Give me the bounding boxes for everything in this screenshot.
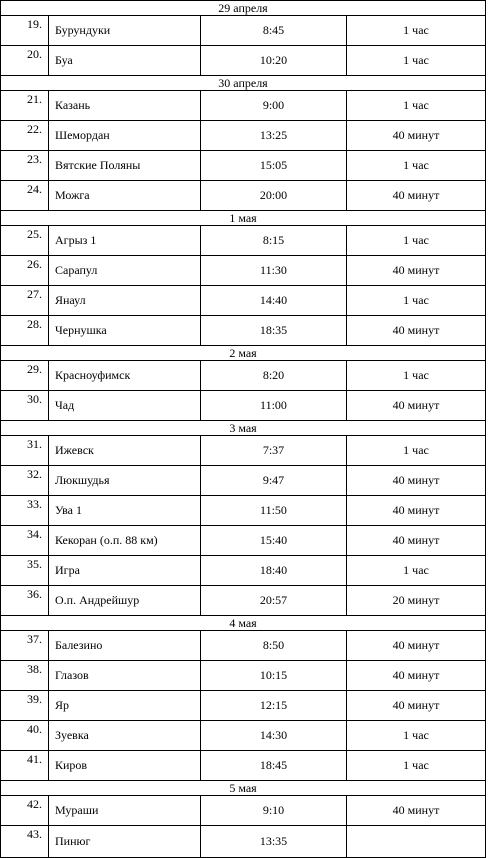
- station-name: Янаул: [49, 286, 201, 316]
- arrival-time: 9:10: [201, 796, 347, 826]
- date-label: 1 мая: [1, 211, 486, 226]
- station-name: Шемордан: [49, 121, 201, 151]
- stop-duration: 1 час: [347, 151, 486, 181]
- table-row: [1, 631, 486, 661]
- date-row: [1, 616, 486, 631]
- arrival-time: 14:30: [201, 721, 347, 751]
- arrival-time: 10:15: [201, 661, 347, 691]
- table-row: [1, 121, 486, 151]
- row-number: 30.: [1, 391, 49, 421]
- table-row: [1, 226, 486, 256]
- station-name: Чернушка: [49, 316, 201, 346]
- arrival-time: 15:40: [201, 526, 347, 556]
- stop-duration: 40 минут: [347, 181, 486, 211]
- table-row: [1, 556, 486, 586]
- stop-duration: 40 минут: [347, 526, 486, 556]
- row-number: 26.: [1, 256, 49, 286]
- arrival-time: 20:57: [201, 586, 347, 616]
- stop-duration: 40 минут: [347, 796, 486, 826]
- stop-duration: 40 минут: [347, 121, 486, 151]
- table-row: [1, 661, 486, 691]
- stop-duration: 40 минут: [347, 661, 486, 691]
- row-number: 21.: [1, 91, 49, 121]
- station-name: Казань: [49, 91, 201, 121]
- station-name: Пинюг: [49, 826, 201, 858]
- stop-duration: 1 час: [347, 16, 486, 46]
- station-name: Сарапул: [49, 256, 201, 286]
- table-row: [1, 796, 486, 826]
- stop-duration: 1 час: [347, 226, 486, 256]
- stop-duration: 1 час: [347, 361, 486, 391]
- arrival-time: 8:50: [201, 631, 347, 661]
- date-label: 3 мая: [1, 421, 486, 436]
- row-number: 42.: [1, 796, 49, 826]
- date-label: 5 мая: [1, 781, 486, 796]
- table-row: [1, 691, 486, 721]
- arrival-time: 13:25: [201, 121, 347, 151]
- station-name: Кекоран (о.п. 88 км): [49, 526, 201, 556]
- table-row: [1, 16, 486, 46]
- station-name: Игра: [49, 556, 201, 586]
- date-row: [1, 781, 486, 796]
- date-row: [1, 346, 486, 361]
- row-number: 33.: [1, 496, 49, 526]
- table-row: [1, 496, 486, 526]
- stop-duration: 1 час: [347, 721, 486, 751]
- arrival-time: 18:45: [201, 751, 347, 781]
- date-label: 29 апреля: [1, 1, 486, 16]
- row-number: 24.: [1, 181, 49, 211]
- table-row: [1, 91, 486, 121]
- stop-duration: 40 минут: [347, 316, 486, 346]
- stop-duration: 40 минут: [347, 391, 486, 421]
- arrival-time: 13:35: [201, 826, 347, 858]
- date-label: 2 мая: [1, 346, 486, 361]
- station-name: Можга: [49, 181, 201, 211]
- station-name: Мураши: [49, 796, 201, 826]
- arrival-time: 8:45: [201, 16, 347, 46]
- station-name: Бурундуки: [49, 16, 201, 46]
- row-number: 38.: [1, 661, 49, 691]
- arrival-time: 10:20: [201, 46, 347, 76]
- stop-duration: 20 минут: [347, 586, 486, 616]
- arrival-time: 15:05: [201, 151, 347, 181]
- station-name: Агрыз 1: [49, 226, 201, 256]
- date-row: [1, 211, 486, 226]
- row-number: 41.: [1, 751, 49, 781]
- station-name: Буа: [49, 46, 201, 76]
- table-row: [1, 826, 486, 858]
- date-row: [1, 1, 486, 16]
- stop-duration: 40 минут: [347, 631, 486, 661]
- row-number: 40.: [1, 721, 49, 751]
- arrival-time: 14:40: [201, 286, 347, 316]
- station-name: Ува 1: [49, 496, 201, 526]
- arrival-time: 9:47: [201, 466, 347, 496]
- table-row: [1, 436, 486, 466]
- table-row: [1, 151, 486, 181]
- arrival-time: 8:15: [201, 226, 347, 256]
- schedule-body: [1, 1, 486, 858]
- station-name: Зуевка: [49, 721, 201, 751]
- row-number: 35.: [1, 556, 49, 586]
- stop-duration: 40 минут: [347, 496, 486, 526]
- station-name: Чад: [49, 391, 201, 421]
- stop-duration: 1 час: [347, 286, 486, 316]
- row-number: 25.: [1, 226, 49, 256]
- station-name: Ижевск: [49, 436, 201, 466]
- table-row: [1, 526, 486, 556]
- station-name: Балезино: [49, 631, 201, 661]
- station-name: Красноуфимск: [49, 361, 201, 391]
- row-number: 23.: [1, 151, 49, 181]
- arrival-time: 11:30: [201, 256, 347, 286]
- station-name: Люкшудья: [49, 466, 201, 496]
- date-row: [1, 421, 486, 436]
- station-name: О.п. Андрейшур: [49, 586, 201, 616]
- table-row: [1, 181, 486, 211]
- row-number: 28.: [1, 316, 49, 346]
- station-name: Вятские Поляны: [49, 151, 201, 181]
- stop-duration: 1 час: [347, 556, 486, 586]
- row-number: 37.: [1, 631, 49, 661]
- row-number: 19.: [1, 16, 49, 46]
- stop-duration: 1 час: [347, 751, 486, 781]
- row-number: 43.: [1, 826, 49, 858]
- row-number: 20.: [1, 46, 49, 76]
- table-row: [1, 721, 486, 751]
- arrival-time: 7:37: [201, 436, 347, 466]
- station-name: Яр: [49, 691, 201, 721]
- date-row: [1, 76, 486, 91]
- arrival-time: 11:00: [201, 391, 347, 421]
- stop-duration: 40 минут: [347, 256, 486, 286]
- date-label: 30 апреля: [1, 76, 486, 91]
- arrival-time: 12:15: [201, 691, 347, 721]
- table-row: [1, 466, 486, 496]
- stop-duration: [347, 826, 486, 858]
- station-name: Киров: [49, 751, 201, 781]
- row-number: 22.: [1, 121, 49, 151]
- table-row: [1, 46, 486, 76]
- row-number: 31.: [1, 436, 49, 466]
- stop-duration: 1 час: [347, 91, 486, 121]
- stop-duration: 40 минут: [347, 691, 486, 721]
- table-row: [1, 286, 486, 316]
- row-number: 39.: [1, 691, 49, 721]
- row-number: 34.: [1, 526, 49, 556]
- arrival-time: 9:00: [201, 91, 347, 121]
- row-number: 36.: [1, 586, 49, 616]
- arrival-time: 18:40: [201, 556, 347, 586]
- table-row: [1, 586, 486, 616]
- stop-duration: 40 минут: [347, 466, 486, 496]
- row-number: 29.: [1, 361, 49, 391]
- station-name: Глазов: [49, 661, 201, 691]
- table-row: [1, 751, 486, 781]
- stop-duration: 1 час: [347, 46, 486, 76]
- arrival-time: 20:00: [201, 181, 347, 211]
- table-row: [1, 316, 486, 346]
- arrival-time: 8:20: [201, 361, 347, 391]
- date-label: 4 мая: [1, 616, 486, 631]
- row-number: 32.: [1, 466, 49, 496]
- table-row: [1, 256, 486, 286]
- table-row: [1, 361, 486, 391]
- arrival-time: 18:35: [201, 316, 347, 346]
- row-number: 27.: [1, 286, 49, 316]
- stop-duration: 1 час: [347, 436, 486, 466]
- table-row: [1, 391, 486, 421]
- arrival-time: 11:50: [201, 496, 347, 526]
